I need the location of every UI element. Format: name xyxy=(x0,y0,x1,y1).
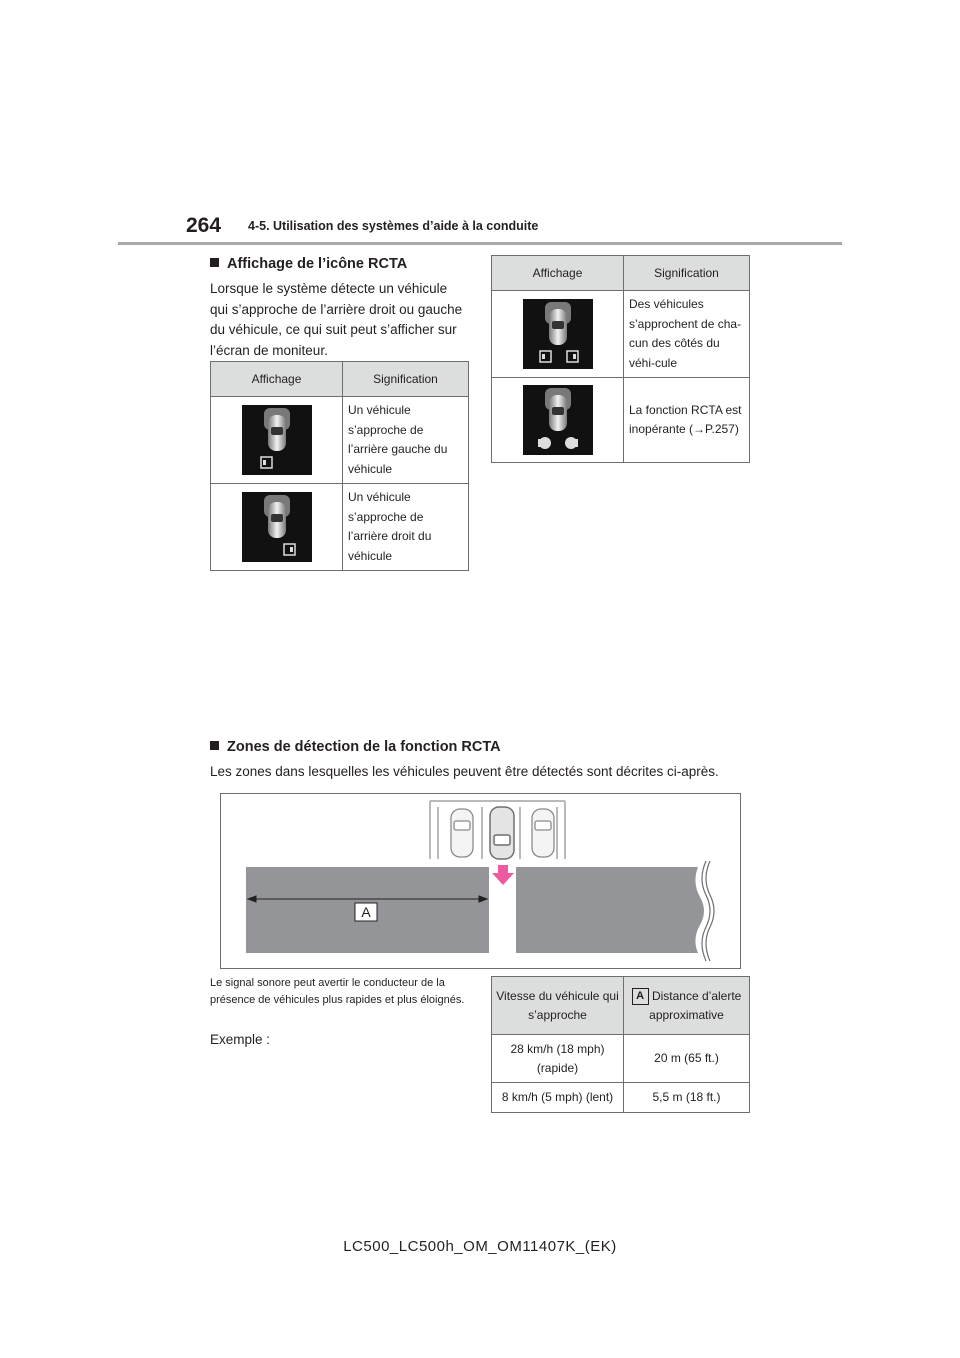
display-table-left xyxy=(210,361,469,571)
zones-section-heading-text: Zones de détection de la fonction RCTA xyxy=(227,739,501,755)
parked-car-left xyxy=(451,809,473,857)
icon-section-heading-text: Affichage de l’icône RCTA xyxy=(227,256,408,272)
example-label: Exemple : xyxy=(210,1032,271,1047)
square-bullet-icon xyxy=(210,741,219,750)
distance-label: A xyxy=(361,904,371,920)
document-code-footer: LC500_LC500h_OM_OM11407K_(EK) xyxy=(343,1238,617,1255)
zones-section-heading xyxy=(210,739,501,755)
parked-car-right xyxy=(532,809,554,857)
distance-slow: 5,5 m (18 ft.) xyxy=(624,1083,750,1113)
table-row xyxy=(211,484,469,571)
speed-slow: 8 km/h (5 mph) (lent) xyxy=(492,1083,624,1113)
zones-section-intro: Les zones dans lesquelles les véhicules peuvent être détectés sont décrites ci-après. xyxy=(210,764,719,779)
header-rule xyxy=(118,242,842,245)
speed-header: Vitesse du véhicule qui s’approche xyxy=(492,977,624,1035)
table2-meaning-both: Des véhicules s’approchent de cha-cun des côtés du véhi-cule xyxy=(624,291,750,378)
page-number: 264 xyxy=(186,214,222,237)
table-row xyxy=(211,397,469,484)
distance-fast: 20 m (65 ft.) xyxy=(624,1035,750,1083)
table1-header-display: Affichage xyxy=(211,362,343,397)
table-row xyxy=(492,1083,750,1113)
section-title: 4-5. Utilisation des systèmes d’aide à la conduite xyxy=(248,219,539,233)
table-row xyxy=(492,1035,750,1083)
icon-section-intro: Lorsque le système détecte un véhicule qui s’approche de l’arrière droit ou gauche du véhicule, ce qui suit peut s’afficher sur l’écran de moniteur. xyxy=(210,281,463,358)
detection-zone-right xyxy=(516,867,704,953)
speed-distance-table xyxy=(491,976,750,1113)
display-table-right xyxy=(491,255,750,463)
rcta-both-sides-display-icon xyxy=(523,299,593,369)
table2-header-meaning: Signification xyxy=(624,256,750,291)
buzzer-note: Le signal sonore peut avertir le conducteur de la présence de véhicules plus rapides et plus éloignés. xyxy=(210,977,465,1006)
table-row xyxy=(492,378,750,463)
table1-header-meaning: Signification xyxy=(343,362,469,397)
table1-meaning-right: Un véhicule s’approche de l’arrière droit du véhicule xyxy=(343,484,469,571)
rcta-inoperative-display-icon xyxy=(523,385,593,455)
table1-meaning-left: Un véhicule s’approche de l’arrière gauche du véhicule xyxy=(343,397,469,484)
table2-meaning-inoperative: La fonction RCTA est inopérante (→P.257) xyxy=(624,378,750,463)
square-bullet-icon xyxy=(210,258,219,267)
distance-badge: A xyxy=(632,988,649,1005)
own-vehicle xyxy=(490,807,514,859)
speed-fast: 28 km/h (18 mph) (rapide) xyxy=(492,1035,624,1083)
rcta-left-display-icon xyxy=(242,405,312,475)
icon-section-heading xyxy=(210,256,407,272)
table2-header-display: Affichage xyxy=(492,256,624,291)
rcta-right-display-icon xyxy=(242,492,312,562)
detection-zones-diagram xyxy=(220,793,741,969)
distance-header xyxy=(624,977,750,1035)
distance-header-text: Distance d’alerte approximative xyxy=(649,988,742,1022)
table-row xyxy=(492,291,750,378)
